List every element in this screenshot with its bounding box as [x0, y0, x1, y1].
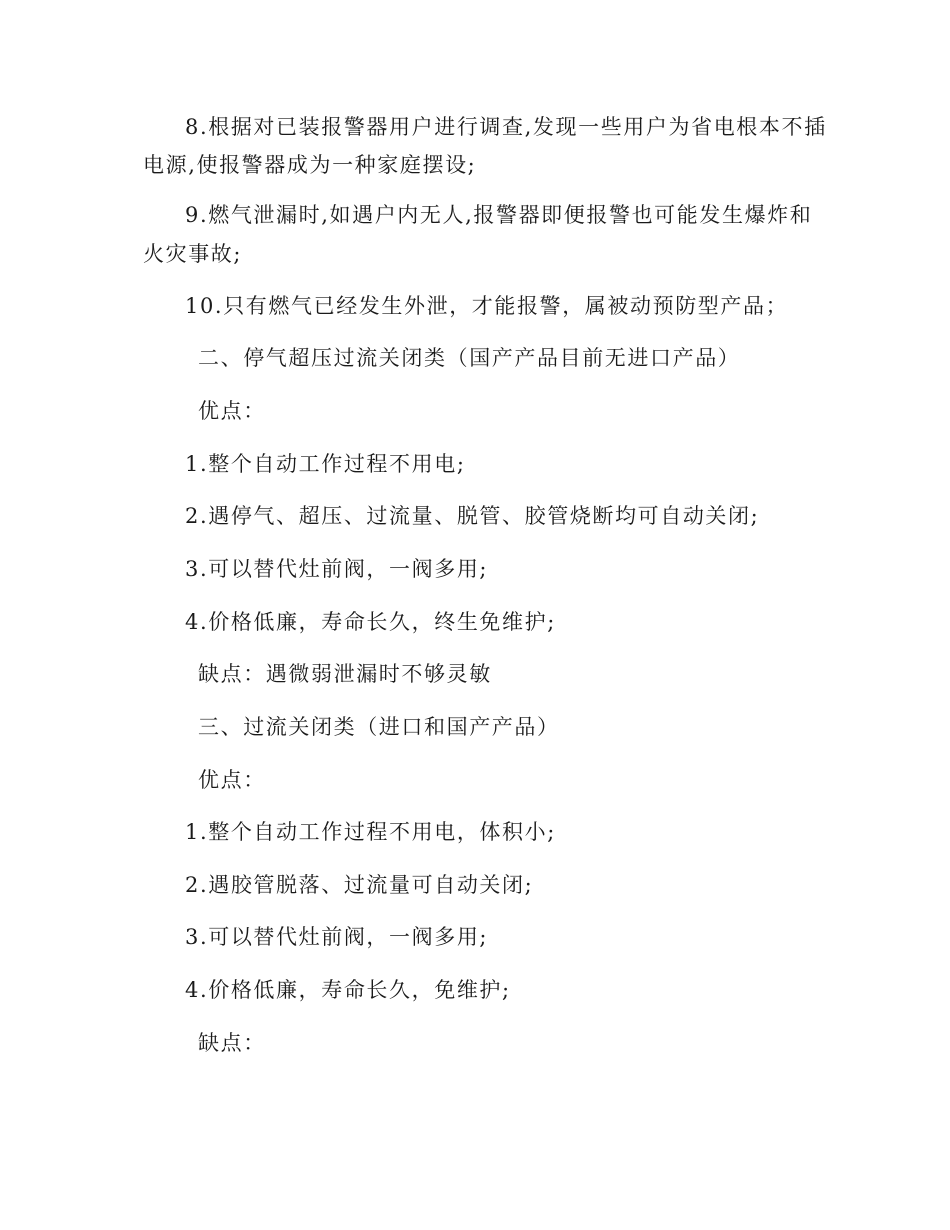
disadvantages-text: 缺点：遇微弱泄漏时不够灵敏 [198, 662, 492, 686]
subheading-advantages: 优点： [198, 399, 266, 423]
list-item: 3.可以替代灶前阀，一阀多用; [185, 925, 489, 949]
list-item: 1.整个自动工作过程不用电; [185, 452, 466, 476]
list-item: 4.价格低廉，寿命长久，免维护; [185, 978, 511, 1002]
section-heading: 二、停气超压过流关闭类（国产产品目前无进口产品） [198, 346, 741, 370]
text-line: 8.根据对已装报警器用户进行调查,发现一些用户为省电根本不插 [185, 115, 827, 139]
list-item: 4.价格低廉，寿命长久，终生免维护; [185, 610, 556, 634]
list-item: 2.遇停气、超压、过流量、脱管、胶管烧断均可自动关闭; [185, 504, 760, 528]
text-line: 电源,使报警器成为一种家庭摆设; [143, 153, 477, 177]
subheading-advantages: 优点： [198, 768, 266, 792]
text-line: 火灾事故; [143, 242, 243, 266]
text-line: 10.只有燃气已经发生外泄，才能报警，属被动预防型产品； [185, 294, 789, 318]
text-line: 9.燃气泄漏时,如遇户内无人,报警器即便报警也可能发生爆炸和 [185, 203, 813, 227]
list-item: 2.遇胶管脱落、过流量可自动关闭; [185, 873, 534, 897]
subheading-disadvantages: 缺点： [198, 1031, 266, 1055]
list-item: 1.整个自动工作过程不用电，体积小; [185, 820, 556, 844]
section-heading: 三、过流关闭类（进口和国产产品） [198, 715, 560, 739]
list-item: 3.可以替代灶前阀，一阀多用; [185, 557, 489, 581]
